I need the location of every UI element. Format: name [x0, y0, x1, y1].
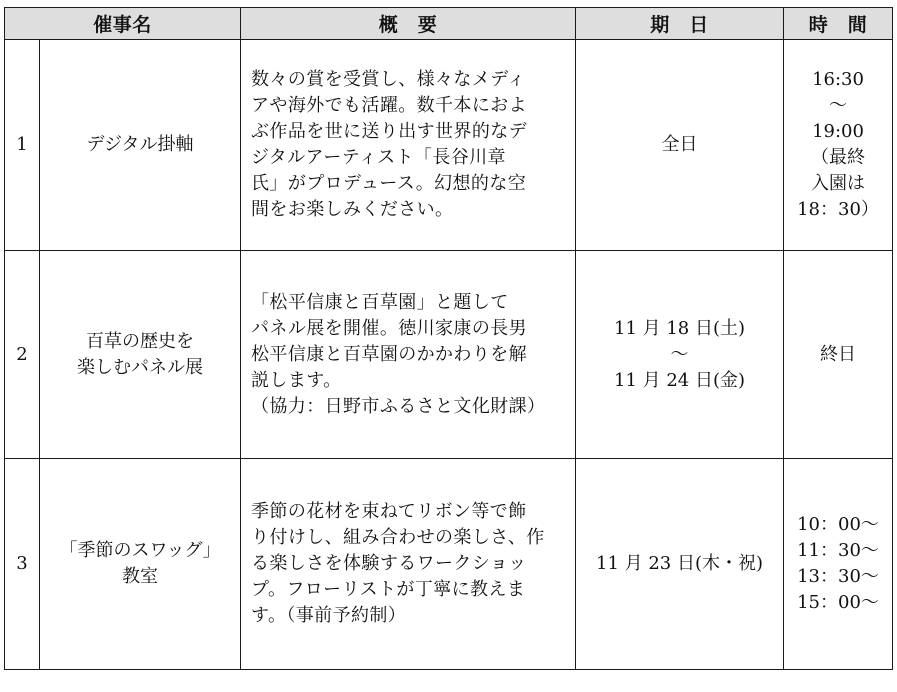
event-name-line: 百草の歴史を	[86, 330, 194, 352]
time-line: 終日	[820, 343, 857, 365]
time-line: 10：00～	[797, 514, 879, 535]
overview-line: 季節の花材を束ねてリボン等で飾	[251, 501, 527, 522]
time-line: 19:00	[812, 121, 864, 142]
event-name-line: 教室	[122, 566, 158, 587]
date-cell	[576, 251, 784, 459]
event-name-cell	[40, 251, 241, 459]
time-cell	[784, 459, 893, 670]
time-line: 13：30～	[797, 566, 879, 587]
overview-line: ジタルアーティスト「長谷川章	[251, 147, 506, 168]
time-cell	[784, 251, 893, 459]
event-name-cell	[40, 459, 241, 670]
overview-line: る楽しさを体験するワークショッ	[251, 553, 527, 574]
overview-line: 松平信康と百草園のかかわりを解	[251, 343, 528, 365]
table-row	[5, 40, 893, 251]
overview-line: す。（事前予約制）	[251, 605, 407, 626]
overview-line: 数々の賞を受賞し、様々なメディ	[251, 69, 526, 90]
overview-line: り付けし、組み合わせの楽しさ、作	[251, 527, 545, 548]
overview-line: プ。フローリストが丁寧に教えま	[251, 579, 526, 600]
time-line: （最終	[811, 147, 866, 168]
header-time: 時 間	[784, 8, 893, 40]
overview-line: （協力：日野市ふるさと文化財課）	[251, 395, 546, 417]
events-table	[4, 7, 893, 670]
overview-cell	[241, 251, 576, 459]
overview-line: 氏」がプロデュース。幻想的な空	[251, 173, 527, 194]
header-event-name: 催事名	[5, 8, 241, 40]
date-line: 11 月 18 日(土)	[614, 317, 746, 339]
row-number: 1	[5, 40, 40, 251]
time-line: 15：00～	[797, 592, 879, 613]
time-line: 入園は	[811, 173, 866, 194]
overview-line: アや海外でも活躍。数千本におよ	[251, 95, 528, 116]
header-overview: 概 要	[241, 8, 576, 40]
time-cell	[784, 40, 893, 251]
header-row	[5, 8, 893, 40]
event-name-cell	[40, 40, 241, 251]
date-line: 11 月 24 日(金)	[614, 369, 746, 391]
date-line: 全日	[661, 134, 698, 155]
overview-line: ぶ作品を世に送り出す世界的なデ	[251, 121, 528, 142]
date-cell	[576, 459, 784, 670]
overview-cell	[241, 40, 576, 251]
overview-cell	[241, 459, 576, 670]
overview-line: 「松平信康と百草園」と題して	[251, 291, 509, 313]
time-line: 11：30～	[797, 540, 879, 561]
row-number: 3	[5, 459, 40, 670]
time-line: ～	[829, 95, 848, 116]
date-line: ～	[670, 343, 689, 365]
time-line: 18：30）	[797, 199, 879, 220]
event-name-line: 「季節のスワッグ」	[59, 540, 221, 561]
overview-line: 間をお楽しみください。	[251, 199, 454, 220]
event-name-line: デジタル掛軸	[86, 134, 194, 155]
date-line: 11 月 23 日(木・祝)	[596, 553, 764, 574]
row-number: 2	[5, 251, 40, 459]
overview-line: パネル展を開催。徳川家康の長男	[251, 317, 528, 339]
time-line: 16:30	[812, 69, 864, 90]
event-name-line: 楽しむパネル展	[77, 356, 203, 378]
header-date: 期 日	[576, 8, 784, 40]
table-row	[5, 251, 893, 459]
date-cell	[576, 40, 784, 251]
table-row	[5, 459, 893, 670]
overview-line: 説します。	[251, 369, 342, 391]
